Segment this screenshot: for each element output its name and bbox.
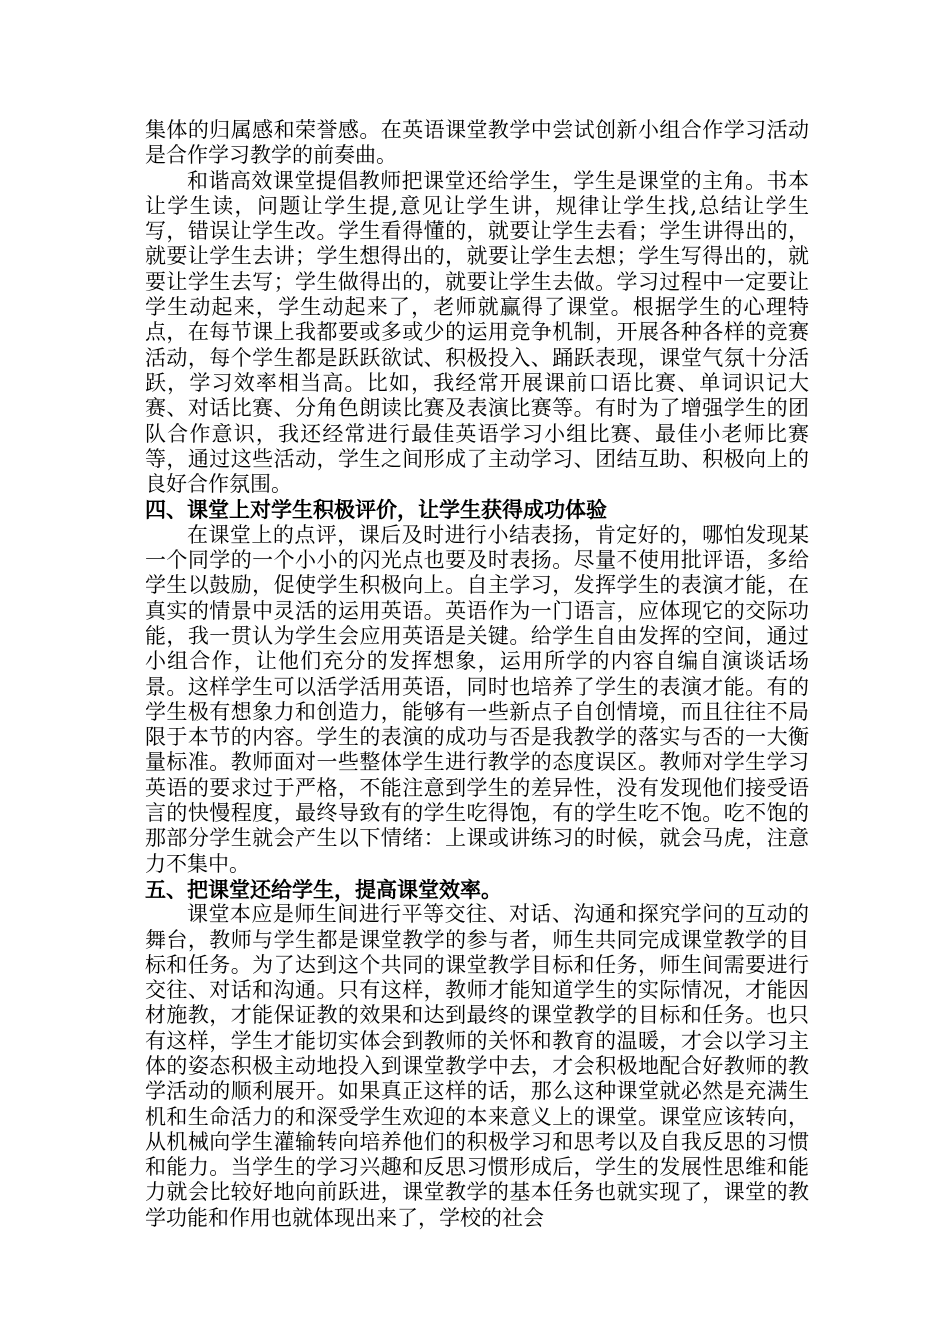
section-heading-four: 四、课堂上对学生积极评价，让学生获得成功体验: [145, 497, 607, 523]
paragraph-positive-evaluation: 在课堂上的点评，课后及时进行小结表扬，肯定好的，哪怕发现某一个同学的一个小小的闪光点也要及时表扬。尽量不使用批评语，多给学生以鼓励，促使学生积极向上。自主学习，发挥学生的表演才能，在真实的情景中灵活的运用英语。英语作为一门语言，应体现它的交际功能，我一贯认为学生会应用英语是关键。给学生自由发挥的空间，通过小组合作，让他们充分的发挥想象，运用所学的内容自编自演谈话场景。这样学生可以活学活用英语，同时也培养了学生的表演才能。有的学生极有想象力和创造力，能够有一些新点子自创情境，而且往往不局限于本节的内容。学生的表演的成功与否是我教学的落实与否的一大衡量标准。教师面对一些整体学生进行教学的态度误区。教师对学生学习英语的要求过于严格，不能注意到学生的差异性，没有发现他们接受语言的快慢程度，最终导致有的学生吃得饱，有的学生吃不饱。吃不饱的那部分学生就会产生以下情绪：上课或讲练习的时候，就会马虎，注意力不集中。: [145, 522, 809, 876]
document-page: [145, 118, 809, 1231]
paragraph-continuation: 集体的归属感和荣誉感。在英语课堂教学中尝试创新小组合作学习活动是合作学习教学的前奏曲。: [145, 118, 809, 168]
paragraph-harmonious-classroom: 和谐高效课堂提倡教师把课堂还给学生，学生是课堂的主角。书本让学生读，问题让学生提,意见让学生讲，规律让学生找,总结让学生写，错误让学生改。学生看得懂的，就要让学生去看；学生讲得出的，就要让学生去讲；学生想得出的，就要让学生去想；学生写得出的，就要让学生去写；学生做得出的，就要让学生去做。学习过程中一定要让学生动起来，学生动起来了，老师就赢得了课堂。根据学生的心理特点，在每节课上我都要或多或少的运用竞争机制，开展各种各样的竞赛活动，每个学生都是跃跃欲试、积极投入、踊跃表现，课堂气氛十分活跃，学习效率相当高。比如，我经常开展课前口语比赛、单词识记大赛、对话比赛、分角色朗读比赛及表演比赛等。有时为了增强学生的团队合作意识，我还经常进行最佳英语学习小组比赛、最佳小老师比赛等，通过这些活动，学生之间形成了主动学习、团结互助、积极向上的良好合作氛围。: [145, 168, 809, 497]
section-heading-five: 五、把课堂还给学生，提高课堂效率。: [145, 876, 502, 902]
paragraph-return-classroom: 课堂本应是师生间进行平等交往、对话、沟通和探究学问的互动的舞台，教师与学生都是课堂教学的参与者，师生共同完成课堂教学的目标和任务。为了达到这个共同的课堂教学目标和任务，师生间需要进行交往、对话和沟通。只有这样，教师才能知道学生的实际情况，才能因材施教，才能保证教的效果和达到最终的课堂教学的目标和任务。也只有这样，学生才能切实体会到教师的关怀和教育的温暖，才会以学习主体的姿态积极主动地投入到课堂教学中去，才会积极地配合好教师的教学活动的顺利展开。如果真正这样的话，那么这种课堂就必然是充满生机和生命活力的和深受学生欢迎的本来意义上的课堂。课堂应该转向，从机械向学生灌输转向培养他们的积极学习和思考以及自我反思的习惯和能力。当学生的学习兴趣和反思习惯形成后，学生的发展性思维和能力就会比较好地向前跃进，课堂教学的基本任务也就实现了，课堂的教学功能和作用也就体现出来了，学校的社会: [145, 902, 809, 1230]
